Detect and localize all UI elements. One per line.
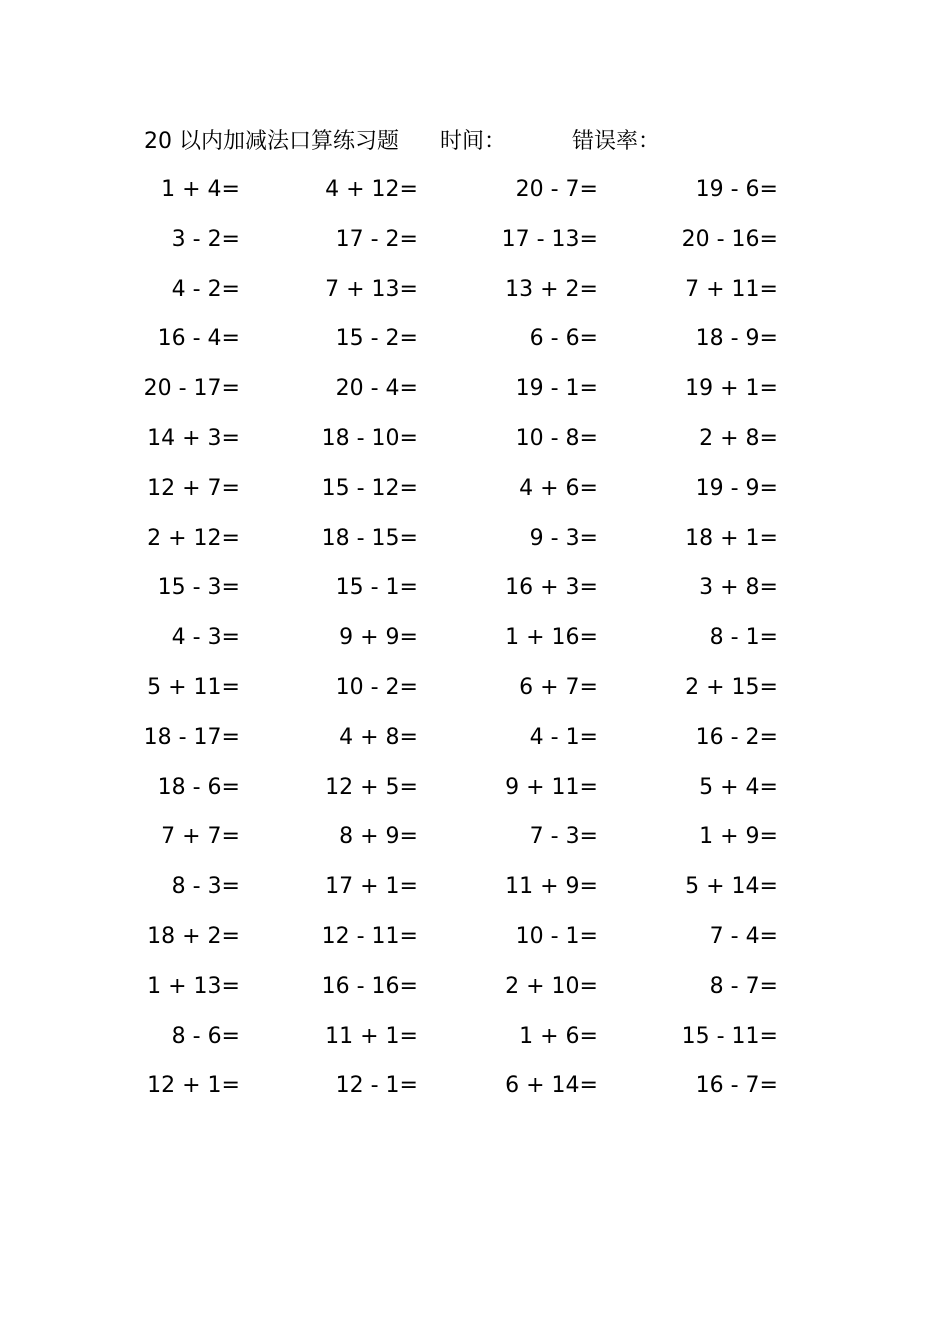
problem-item: 15 - 2=	[335, 326, 418, 352]
problem-item: 10 - 8=	[515, 425, 598, 451]
problem-item: 18 + 1=	[685, 525, 778, 551]
problem-item: 5 + 14=	[685, 874, 778, 900]
problem-item: 16 - 2=	[695, 724, 778, 750]
problem-item: 13 + 2=	[505, 276, 598, 302]
problem-item: 4 + 8=	[339, 724, 418, 750]
problem-item: 15 - 1=	[335, 575, 418, 601]
problem-item: 7 + 11=	[685, 276, 778, 302]
problem-item: 7 - 4=	[709, 923, 778, 949]
problem-item: 5 + 11=	[147, 674, 240, 700]
problem-item: 18 - 15=	[321, 525, 418, 551]
problem-item: 1 + 4=	[161, 177, 240, 202]
error-rate-label: 错误率：	[572, 129, 661, 154]
problem-item: 11 + 9=	[505, 874, 598, 900]
problem-item: 10 - 2=	[335, 674, 418, 700]
problem-item: 18 - 9=	[695, 326, 778, 352]
problem-item: 4 - 1=	[529, 724, 598, 750]
problem-item: 19 + 1=	[685, 376, 778, 402]
problem-item: 12 + 5=	[325, 774, 418, 800]
problem-item: 6 + 7=	[519, 674, 598, 700]
problem-item: 8 + 9=	[339, 824, 418, 850]
problem-item: 2 + 10=	[505, 973, 598, 999]
problem-item: 12 + 1=	[147, 1073, 240, 1099]
problem-item: 9 - 3=	[529, 525, 598, 551]
problem-grid	[140, 172, 780, 1118]
problem-item: 8 - 7=	[709, 973, 778, 999]
problem-item: 18 - 17=	[143, 724, 240, 750]
problem-item: 19 - 6=	[695, 177, 778, 202]
problem-item: 20 - 17=	[143, 376, 240, 402]
problem-item: 10 - 1=	[515, 923, 598, 949]
problem-item: 7 + 13=	[325, 276, 418, 302]
problem-item: 2 + 8=	[699, 425, 778, 451]
problem-item: 8 - 1=	[709, 625, 778, 651]
problem-item: 20 - 16=	[681, 226, 778, 252]
problem-item: 2 + 12=	[147, 525, 240, 551]
problem-item: 17 - 13=	[501, 226, 598, 252]
problem-item: 12 - 11=	[321, 923, 418, 949]
problem-item: 4 - 2=	[171, 276, 240, 302]
problem-item: 20 - 7=	[515, 177, 598, 202]
problem-item: 15 - 12=	[321, 475, 418, 501]
problem-item: 20 - 4=	[335, 376, 418, 402]
time-label: 时间：	[440, 129, 507, 154]
problem-item: 1 + 6=	[519, 1023, 598, 1049]
problem-item: 4 - 3=	[171, 625, 240, 651]
problem-item: 17 - 2=	[335, 226, 418, 252]
problem-item: 16 - 7=	[695, 1073, 778, 1099]
problem-item: 4 + 12=	[325, 177, 418, 202]
problem-item: 19 - 1=	[515, 376, 598, 402]
problem-item: 16 - 4=	[157, 326, 240, 352]
problem-item: 9 + 9=	[339, 625, 418, 651]
worksheet-title: 20 以内加减法口算练习题	[144, 129, 399, 154]
problem-item: 14 + 3=	[147, 425, 240, 451]
problem-item: 3 - 2=	[171, 226, 240, 252]
problem-item: 6 - 6=	[529, 326, 598, 352]
problem-item: 5 + 4=	[699, 774, 778, 800]
problem-item: 8 - 6=	[171, 1023, 240, 1049]
problem-item: 18 + 2=	[147, 923, 240, 949]
problem-item: 8 - 3=	[171, 874, 240, 900]
problem-item: 1 + 16=	[505, 625, 598, 651]
problem-item: 7 + 7=	[161, 824, 240, 850]
problem-item: 15 - 11=	[681, 1023, 778, 1049]
problem-item: 17 + 1=	[325, 874, 418, 900]
problem-item: 1 + 13=	[147, 973, 240, 999]
problem-item: 15 - 3=	[157, 575, 240, 601]
problem-item: 16 - 16=	[321, 973, 418, 999]
problem-item: 12 + 7=	[147, 475, 240, 501]
problem-item: 9 + 11=	[505, 774, 598, 800]
problem-item: 1 + 9=	[699, 824, 778, 850]
problem-item: 4 + 6=	[519, 475, 598, 501]
problem-item: 18 - 10=	[321, 425, 418, 451]
problem-item: 11 + 1=	[325, 1023, 418, 1049]
problem-item: 6 + 14=	[505, 1073, 598, 1099]
problem-item: 7 - 3=	[529, 824, 598, 850]
problem-item: 19 - 9=	[695, 475, 778, 501]
problem-item: 18 - 6=	[157, 774, 240, 800]
problem-item: 12 - 1=	[335, 1073, 418, 1099]
problem-item: 2 + 15=	[685, 674, 778, 700]
problem-item: 16 + 3=	[505, 575, 598, 601]
problem-item: 3 + 8=	[699, 575, 778, 601]
